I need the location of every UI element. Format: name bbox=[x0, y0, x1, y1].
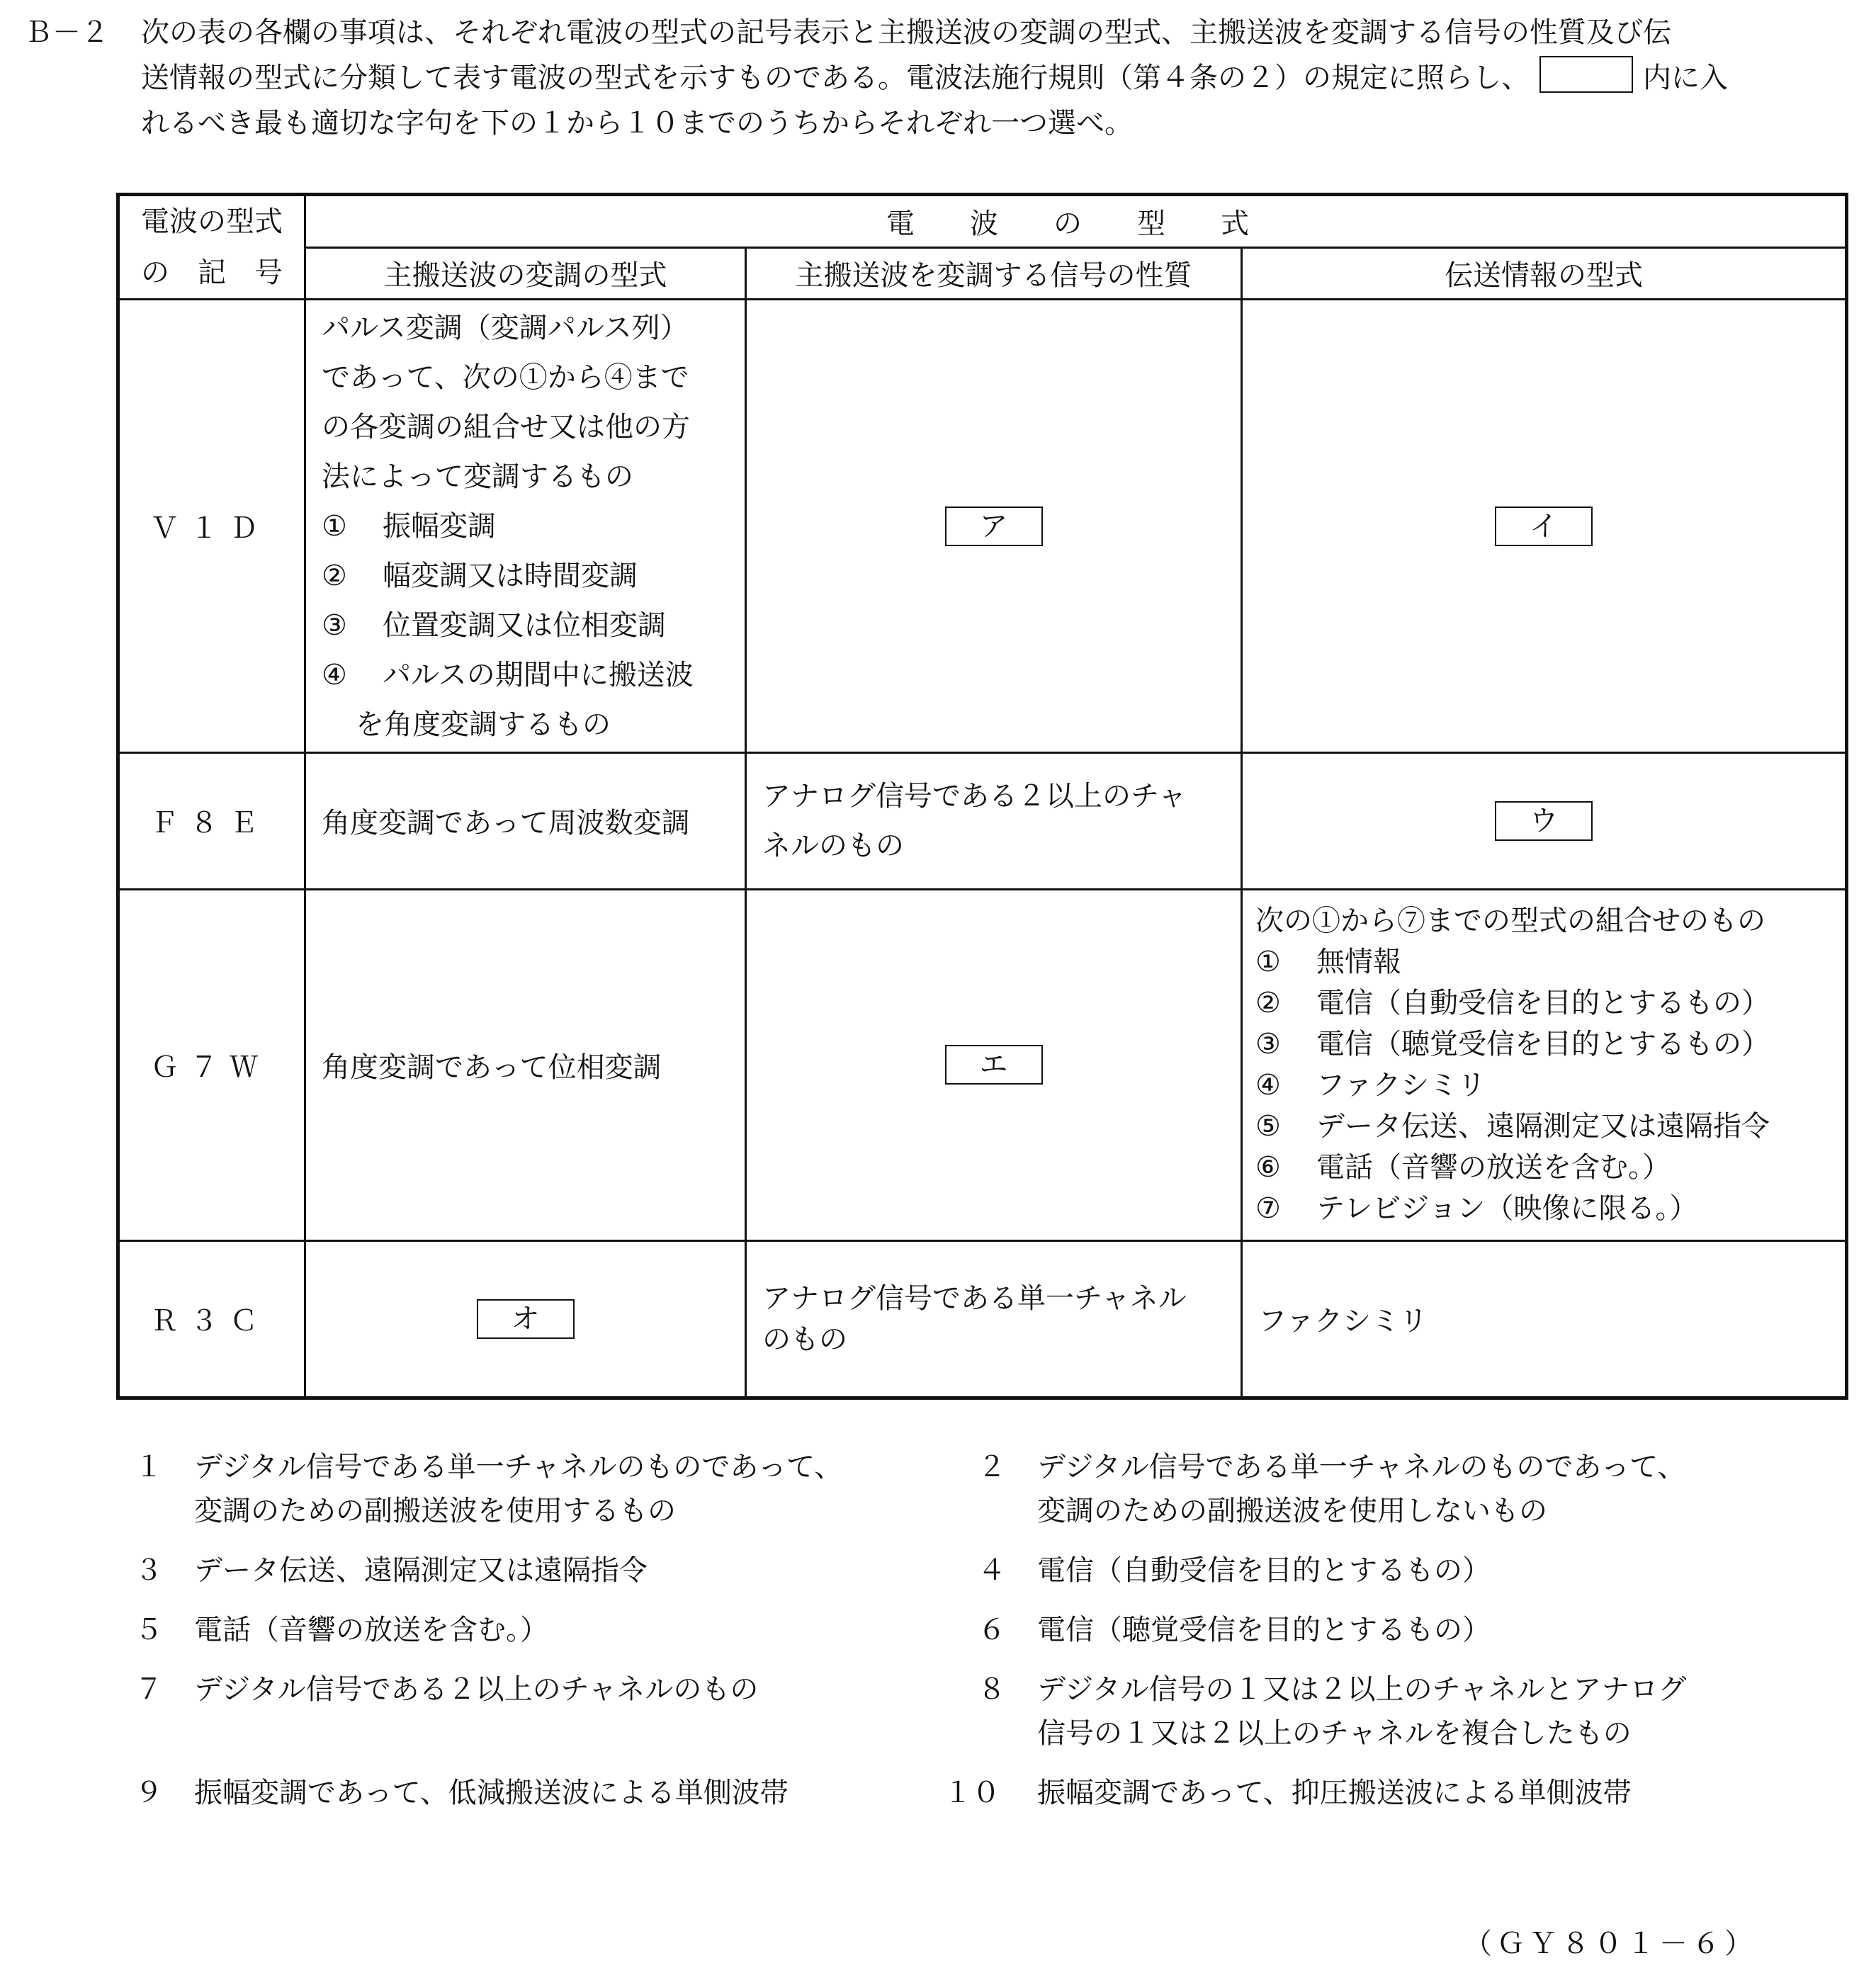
choice-9: ９ 振幅変調であって、低減搬送波による単側波帯 bbox=[135, 1777, 789, 1809]
choice-2: ２ デジタル信号である単一チャネルのものであって、 変調のための副搬送波を使用しないもの bbox=[978, 1451, 1686, 1527]
information-cell: 次の①から⑦までの型式の組合せのもの ① 無情報 ② 電信（自動受信を目的とするもの） ③ 電信（聴覚受信を目的とするもの） ④ ファクシミリ ⑤ データ伝送、遠隔測定又は遠隔指令 ⑥ 電話（音響の放送を含む。） ⑦ テレビジョン（映像に限る。） bbox=[1242, 889, 1847, 1240]
header-modulation: 主搬送波の変調の型式 bbox=[305, 247, 746, 300]
answer-choices bbox=[135, 1445, 1849, 1830]
table-row bbox=[118, 753, 1847, 889]
row-symbol: Ｇ７Ｗ bbox=[118, 889, 305, 1240]
information-cell bbox=[1242, 753, 1847, 889]
question-line-2: 送情報の型式に分類して表す電波の型式を示すものである。電波法施行規則（第４条の２）の規定に照らし、 内に入 bbox=[24, 55, 1852, 101]
answer-blank-a: ア bbox=[945, 507, 1043, 546]
list-item: ⑥ 電話（音響の放送を含む。） bbox=[1255, 1151, 1671, 1184]
row-symbol: Ｖ１Ｄ bbox=[118, 300, 305, 753]
signal-cell: アナログ信号である単一チャネル のもの bbox=[746, 1240, 1242, 1398]
signal-cell bbox=[746, 889, 1242, 1240]
list-item: ③ 位置変調又は位相変調 bbox=[322, 609, 666, 642]
information-cell: ファクシミリ bbox=[1242, 1240, 1847, 1398]
blank-indicator bbox=[1539, 56, 1633, 93]
choice-6: ６ 電信（聴覚受信を目的とするもの） bbox=[978, 1614, 1491, 1646]
answer-blank-e: エ bbox=[945, 1045, 1043, 1085]
question-line-1: 次の表の各欄の事項は、それぞれ電波の型式の記号表示と主搬送波の変調の型式、主搬送波を変調する信号の性質及び伝 bbox=[141, 16, 1671, 49]
choice-1: １ デジタル信号である単一チャネルのものであって、 変調のための副搬送波を使用するもの bbox=[135, 1451, 843, 1527]
choice-3: ３ データ伝送、遠隔測定又は遠隔指令 bbox=[135, 1554, 648, 1587]
choice-7: ７ デジタル信号である２以上のチャネルのもの bbox=[135, 1673, 759, 1706]
table-row bbox=[118, 300, 1847, 753]
list-item: ④ パルスの期間中に搬送波 bbox=[322, 658, 694, 691]
signal-cell: アナログ信号である２以上のチャ ネルのもの bbox=[746, 753, 1242, 889]
list-item: ④ ファクシミリ bbox=[1255, 1069, 1486, 1102]
table-row bbox=[118, 889, 1847, 1240]
list-item: ① 無情報 bbox=[1255, 946, 1401, 979]
choice-4: ４ 電信（自動受信を目的とするもの） bbox=[978, 1554, 1491, 1587]
emission-type-table bbox=[116, 193, 1848, 1400]
modulation-cell: パルス変調（変調パルス列） であって、次の①から④まで の各変調の組合せ又は他の方 法によって変調するもの ① 振幅変調 ② 幅変調又は時間変調 ③ 位置変調又は位相変調 ④ パルスの期間中に搬送波 を角度変調するもの bbox=[305, 300, 746, 753]
header-signal-nature: 主搬送波を変調する信号の性質 bbox=[746, 247, 1242, 300]
modulation-cell bbox=[305, 1240, 746, 1398]
question-number: Ｂ－２ bbox=[24, 16, 109, 49]
list-item: ② 電信（自動受信を目的とするもの） bbox=[1255, 987, 1770, 1020]
table-row bbox=[118, 1240, 1847, 1398]
choice-8: ８ デジタル信号の１又は２以上のチャネルとアナログ 信号の１又は２以上のチャネルを複合したもの bbox=[978, 1673, 1687, 1750]
answer-blank-o: オ bbox=[477, 1299, 575, 1339]
row-symbol: Ｆ８Ｅ bbox=[118, 753, 305, 889]
row-symbol: Ｒ３Ｃ bbox=[118, 1240, 305, 1398]
header-symbol: 電波の型式 の 記 号 bbox=[118, 195, 305, 300]
answer-blank-u: ウ bbox=[1495, 801, 1593, 841]
list-item: ⑦ テレビジョン（映像に限る。） bbox=[1255, 1192, 1698, 1226]
list-item: ③ 電信（聴覚受信を目的とするもの） bbox=[1255, 1028, 1770, 1061]
question-line-3: れるべき最も適切な字句を下の１から１０までのうちからそれぞれ一つ選べ。 bbox=[141, 107, 1133, 140]
choice-10: １０ 振幅変調であって、抑圧搬送波による単側波帯 bbox=[944, 1777, 1632, 1809]
question-text bbox=[24, 10, 1852, 146]
information-cell bbox=[1242, 300, 1847, 753]
signal-cell bbox=[746, 300, 1242, 753]
list-item: ① 振幅変調 bbox=[322, 509, 496, 543]
header-emission-type: 電波の型式 bbox=[305, 195, 1847, 248]
modulation-cell: 角度変調であって位相変調 bbox=[305, 889, 746, 1240]
page-code: （ＧＹ８０１－６） bbox=[1464, 1928, 1757, 1960]
answer-blank-i: イ bbox=[1495, 507, 1593, 546]
header-information-type: 伝送情報の型式 bbox=[1242, 247, 1847, 300]
list-item: ② 幅変調又は時間変調 bbox=[322, 559, 638, 592]
list-item: ⑤ データ伝送、遠隔測定又は遠隔指令 bbox=[1255, 1110, 1770, 1143]
choice-5: ５ 電話（音響の放送を含む。） bbox=[135, 1614, 548, 1646]
modulation-cell: 角度変調であって周波数変調 bbox=[305, 753, 746, 889]
